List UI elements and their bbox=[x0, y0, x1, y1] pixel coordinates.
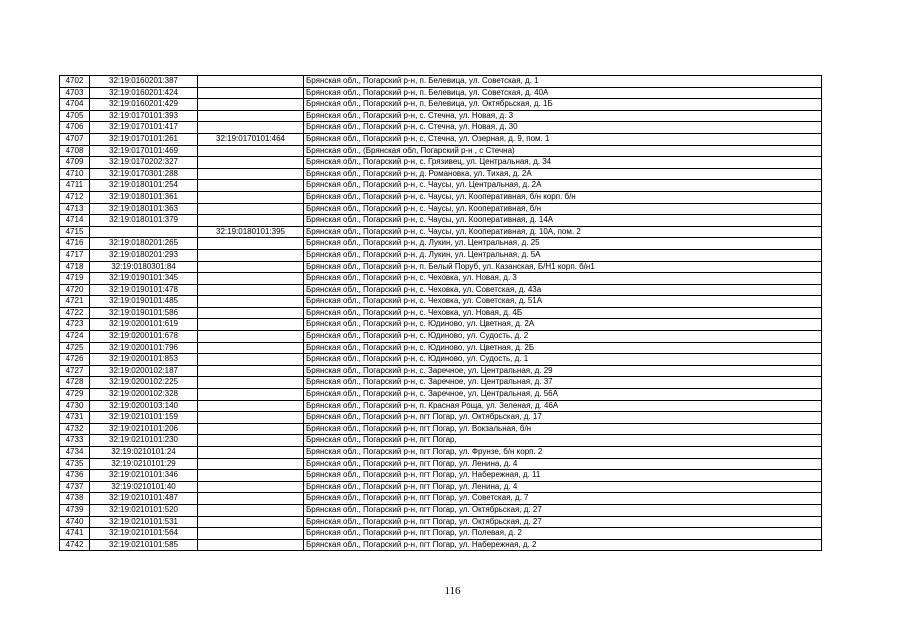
cadastral-number-cell: 32:19:0200101:853 bbox=[90, 354, 198, 366]
row-number-cell: 4732 bbox=[60, 423, 90, 435]
table-row bbox=[60, 249, 822, 261]
row-number-cell: 4742 bbox=[60, 539, 90, 551]
cadastral-number-cell: 32:19:0180101:363 bbox=[90, 203, 198, 215]
address-cell: Брянская обл., Погарский р-н, пгт Погар, ул. Вокзальная, б/н bbox=[304, 423, 822, 435]
row-number-cell: 4720 bbox=[60, 284, 90, 296]
row-number-cell: 4709 bbox=[60, 157, 90, 169]
related-cadastral-number-cell bbox=[198, 423, 304, 435]
row-number-cell: 4716 bbox=[60, 238, 90, 250]
cadastral-number-cell: 32:19:0190101:485 bbox=[90, 296, 198, 308]
address-cell: Брянская обл., Погарский р-н, с. Стечна, ул. Озерная, д. 9, пом. 1 bbox=[304, 133, 822, 145]
cadastral-number-cell: 32:19:0190101:478 bbox=[90, 284, 198, 296]
cadastral-number-cell: 32:19:0200101:678 bbox=[90, 331, 198, 343]
row-number-cell: 4737 bbox=[60, 481, 90, 493]
address-cell: Брянская обл., Погарский р-н, пгт Погар, ул. Октябрьская, д. 27 bbox=[304, 516, 822, 528]
address-cell: Брянская обл., Погарский р-н, с. Заречное, ул. Центральная, д. 29 bbox=[304, 365, 822, 377]
address-cell: Брянская обл., Погарский р-н, д. Лукин, ул. Центральная, д. 5А bbox=[304, 249, 822, 261]
related-cadastral-number-cell bbox=[198, 365, 304, 377]
row-number-cell: 4724 bbox=[60, 331, 90, 343]
cadastral-number-cell: 32:19:0210101:585 bbox=[90, 539, 198, 551]
related-cadastral-number-cell bbox=[198, 203, 304, 215]
table-row bbox=[60, 493, 822, 505]
row-number-cell: 4736 bbox=[60, 470, 90, 482]
table-row bbox=[60, 261, 822, 273]
cadastral-number-cell: 32:19:0210101:24 bbox=[90, 447, 198, 459]
row-number-cell: 4730 bbox=[60, 400, 90, 412]
cadastral-number-cell: 32:19:0190101:345 bbox=[90, 273, 198, 285]
cadastral-number-cell: 32:19:0210101:40 bbox=[90, 481, 198, 493]
cadastral-number-cell: 32:19:0200102:187 bbox=[90, 365, 198, 377]
related-cadastral-number-cell bbox=[198, 447, 304, 459]
cadastral-number-cell: 32:19:0200101:619 bbox=[90, 319, 198, 331]
related-cadastral-number-cell bbox=[198, 319, 304, 331]
related-cadastral-number-cell bbox=[198, 145, 304, 157]
address-cell: Брянская обл., Погарский р-н, с. Юдиново, ул. Судость, д. 1 bbox=[304, 354, 822, 366]
cadastral-number-cell: 32:19:0200102:328 bbox=[90, 389, 198, 401]
row-number-cell: 4706 bbox=[60, 122, 90, 134]
cadastral-number-cell: 32:19:0180101:361 bbox=[90, 191, 198, 203]
row-number-cell: 4711 bbox=[60, 180, 90, 192]
table-row bbox=[60, 226, 822, 238]
cadastral-number-cell: 32:19:0160201:387 bbox=[90, 76, 198, 88]
table-row bbox=[60, 354, 822, 366]
table-row bbox=[60, 215, 822, 227]
related-cadastral-number-cell bbox=[198, 249, 304, 261]
address-cell: Брянская обл., Погарский р-н, с. Заречное, ул. Центральная, д. 56А bbox=[304, 389, 822, 401]
cadastral-number-cell: 32:19:0210101:520 bbox=[90, 504, 198, 516]
address-cell: Брянская обл., Погарский р-н, с. Стечна, ул. Новая, д. 3 bbox=[304, 110, 822, 122]
table-row bbox=[60, 458, 822, 470]
row-number-cell: 4726 bbox=[60, 354, 90, 366]
related-cadastral-number-cell: 32:19:0180101:395 bbox=[198, 226, 304, 238]
related-cadastral-number-cell bbox=[198, 87, 304, 99]
table-row bbox=[60, 365, 822, 377]
row-number-cell: 4708 bbox=[60, 145, 90, 157]
related-cadastral-number-cell bbox=[198, 458, 304, 470]
related-cadastral-number-cell bbox=[198, 191, 304, 203]
related-cadastral-number-cell bbox=[198, 504, 304, 516]
table-row bbox=[60, 389, 822, 401]
table-row bbox=[60, 238, 822, 250]
cadastral-number-cell: 32:19:0210101:159 bbox=[90, 412, 198, 424]
row-number-cell: 4731 bbox=[60, 412, 90, 424]
row-number-cell: 4727 bbox=[60, 365, 90, 377]
table-row bbox=[60, 412, 822, 424]
address-cell: Брянская обл., Погарский р-н, с. Чаусы, ул. Центральная, д. 2А bbox=[304, 180, 822, 192]
cadastral-number-cell: 32:19:0170202:327 bbox=[90, 157, 198, 169]
related-cadastral-number-cell bbox=[198, 528, 304, 540]
cadastral-number-cell: 32:19:0180201:265 bbox=[90, 238, 198, 250]
table-row bbox=[60, 157, 822, 169]
page-number: 116 bbox=[444, 585, 461, 597]
address-cell: Брянская обл., Погарский р-н, п. Белевица, ул. Советская, д. 40А bbox=[304, 87, 822, 99]
address-cell: Брянская обл., Погарский р-н, с. Заречное, ул. Центральная, д. 37 bbox=[304, 377, 822, 389]
registry-table-body bbox=[60, 76, 822, 551]
cadastral-number-cell: 32:19:0170301:288 bbox=[90, 168, 198, 180]
address-cell: Брянская обл., Погарский р-н, с. Чаусы, ул. Кооперативная, д. 10А, пом. 2 bbox=[304, 226, 822, 238]
cadastral-number-cell: 32:19:0210101:206 bbox=[90, 423, 198, 435]
row-number-cell: 4713 bbox=[60, 203, 90, 215]
related-cadastral-number-cell bbox=[198, 539, 304, 551]
related-cadastral-number-cell bbox=[198, 122, 304, 134]
address-cell: Брянская обл., Погарский р-н, пгт Погар, ул. Октябрьская, д. 17 bbox=[304, 412, 822, 424]
cadastral-number-cell: 32:19:0210101:29 bbox=[90, 458, 198, 470]
row-number-cell: 4723 bbox=[60, 319, 90, 331]
table-row bbox=[60, 539, 822, 551]
cadastral-number-cell: 32:19:0200103:140 bbox=[90, 400, 198, 412]
address-cell: Брянская обл., Погарский р-н, п. Белый Поруб, ул. Казанская, Б/Н1 корп. б/н1 bbox=[304, 261, 822, 273]
table-row bbox=[60, 99, 822, 111]
table-row bbox=[60, 481, 822, 493]
address-cell: Брянская обл., (Брянская обл, Погарский р-н , с Стечна) bbox=[304, 145, 822, 157]
cadastral-number-cell: 32:19:0180301:84 bbox=[90, 261, 198, 273]
row-number-cell: 4738 bbox=[60, 493, 90, 505]
address-cell: Брянская обл., Погарский р-н, пгт Погар, ул. Набережная, д. 11 bbox=[304, 470, 822, 482]
table-row bbox=[60, 516, 822, 528]
row-number-cell: 4728 bbox=[60, 377, 90, 389]
row-number-cell: 4710 bbox=[60, 168, 90, 180]
table-row bbox=[60, 528, 822, 540]
table-row bbox=[60, 180, 822, 192]
related-cadastral-number-cell bbox=[198, 296, 304, 308]
table-row bbox=[60, 423, 822, 435]
row-number-cell: 4735 bbox=[60, 458, 90, 470]
related-cadastral-number-cell bbox=[198, 99, 304, 111]
related-cadastral-number-cell bbox=[198, 238, 304, 250]
related-cadastral-number-cell bbox=[198, 389, 304, 401]
address-cell: Брянская обл., Погарский р-н, с. Чеховка, ул. Советская, д. 43а bbox=[304, 284, 822, 296]
table-row bbox=[60, 203, 822, 215]
row-number-cell: 4721 bbox=[60, 296, 90, 308]
cadastral-number-cell: 32:19:0170101:417 bbox=[90, 122, 198, 134]
related-cadastral-number-cell: 32:19:0170101:464 bbox=[198, 133, 304, 145]
address-cell: Брянская обл., Погарский р-н, пгт Погар, ул. Фрунзе, б/н корп. 2 bbox=[304, 447, 822, 459]
address-cell: Брянская обл., Погарский р-н, с. Чаусы, ул. Кооперативная, б/н bbox=[304, 203, 822, 215]
related-cadastral-number-cell bbox=[198, 377, 304, 389]
related-cadastral-number-cell bbox=[198, 354, 304, 366]
cadastral-number-cell: 32:19:0180101:254 bbox=[90, 180, 198, 192]
address-cell: Брянская обл., Погарский р-н, п. Белевица, ул. Советская, д. 1 bbox=[304, 76, 822, 88]
row-number-cell: 4739 bbox=[60, 504, 90, 516]
address-cell: Брянская обл., Погарский р-н, пгт Погар, bbox=[304, 435, 822, 447]
row-number-cell: 4718 bbox=[60, 261, 90, 273]
related-cadastral-number-cell bbox=[198, 180, 304, 192]
row-number-cell: 4712 bbox=[60, 191, 90, 203]
table-row bbox=[60, 110, 822, 122]
related-cadastral-number-cell bbox=[198, 342, 304, 354]
cadastral-number-cell: 32:19:0210101:230 bbox=[90, 435, 198, 447]
table-row bbox=[60, 191, 822, 203]
address-cell: Брянская обл., Погарский р-н, с. Чаусы, ул. Кооперативная, д. 14А bbox=[304, 215, 822, 227]
table-row bbox=[60, 307, 822, 319]
address-cell: Брянская обл., Погарский р-н, д. Романовка, ул. Тихая, д. 2А bbox=[304, 168, 822, 180]
table-row bbox=[60, 76, 822, 88]
related-cadastral-number-cell bbox=[198, 76, 304, 88]
cadastral-number-cell: 32:19:0200102:225 bbox=[90, 377, 198, 389]
table-row bbox=[60, 435, 822, 447]
table-row bbox=[60, 273, 822, 285]
row-number-cell: 4722 bbox=[60, 307, 90, 319]
address-cell: Брянская обл., Погарский р-н, пгт Погар, ул. Октябрьская, д. 27 bbox=[304, 504, 822, 516]
cadastral-number-cell: 32:19:0190101:586 bbox=[90, 307, 198, 319]
address-cell: Брянская обл., Погарский р-н, пгт Погар, ул. Набережная, д. 2 bbox=[304, 539, 822, 551]
table-row bbox=[60, 296, 822, 308]
table-row bbox=[60, 168, 822, 180]
cadastral-number-cell: 32:19:0210101:531 bbox=[90, 516, 198, 528]
address-cell: Брянская обл., Погарский р-н, п. Красная Роща, ул. Зеленая, д. 46А bbox=[304, 400, 822, 412]
related-cadastral-number-cell bbox=[198, 516, 304, 528]
related-cadastral-number-cell bbox=[198, 412, 304, 424]
cadastral-number-cell: 32:19:0160201:429 bbox=[90, 99, 198, 111]
address-cell: Брянская обл., Погарский р-н, пгт Погар, ул. Ленина, д. 4 bbox=[304, 458, 822, 470]
related-cadastral-number-cell bbox=[198, 157, 304, 169]
row-number-cell: 4717 bbox=[60, 249, 90, 261]
address-cell: Брянская обл., Погарский р-н, д. Лукин, ул. Центральная, д. 25 bbox=[304, 238, 822, 250]
row-number-cell: 4703 bbox=[60, 87, 90, 99]
row-number-cell: 4740 bbox=[60, 516, 90, 528]
address-cell: Брянская обл., Погарский р-н, с. Юдиново, ул. Судость, д. 2 bbox=[304, 331, 822, 343]
cadastral-number-cell: 32:19:0210101:487 bbox=[90, 493, 198, 505]
row-number-cell: 4707 bbox=[60, 133, 90, 145]
table-row bbox=[60, 504, 822, 516]
table-row bbox=[60, 145, 822, 157]
table-row bbox=[60, 87, 822, 99]
address-cell: Брянская обл., Погарский р-н, с. Юдиново, ул. Цветная, д. 2Б bbox=[304, 342, 822, 354]
related-cadastral-number-cell bbox=[198, 331, 304, 343]
table-row bbox=[60, 447, 822, 459]
address-cell: Брянская обл., Погарский р-н, с. Чеховка, ул. Новая, д. 3 bbox=[304, 273, 822, 285]
cadastral-number-cell: 32:19:0160201:424 bbox=[90, 87, 198, 99]
table-row bbox=[60, 133, 822, 145]
row-number-cell: 4719 bbox=[60, 273, 90, 285]
cadastral-number-cell: 32:19:0170101:469 bbox=[90, 145, 198, 157]
row-number-cell: 4715 bbox=[60, 226, 90, 238]
related-cadastral-number-cell bbox=[198, 215, 304, 227]
related-cadastral-number-cell bbox=[198, 470, 304, 482]
address-cell: Брянская обл., Погарский р-н, пгт Погар, ул. Ленина, д. 4 bbox=[304, 481, 822, 493]
related-cadastral-number-cell bbox=[198, 435, 304, 447]
table-row bbox=[60, 284, 822, 296]
row-number-cell: 4729 bbox=[60, 389, 90, 401]
table-row bbox=[60, 331, 822, 343]
address-cell: Брянская обл., Погарский р-н, с. Стечна, ул. Новая, д. 30 bbox=[304, 122, 822, 134]
cadastral-number-cell: 32:19:0210101:346 bbox=[90, 470, 198, 482]
related-cadastral-number-cell bbox=[198, 307, 304, 319]
cadastral-number-cell bbox=[90, 226, 198, 238]
cadastral-number-cell: 32:19:0170101:261 bbox=[90, 133, 198, 145]
row-number-cell: 4725 bbox=[60, 342, 90, 354]
address-cell: Брянская обл., Погарский р-н, пгт Погар, ул. Полевая, д. 2 bbox=[304, 528, 822, 540]
related-cadastral-number-cell bbox=[198, 110, 304, 122]
related-cadastral-number-cell bbox=[198, 400, 304, 412]
related-cadastral-number-cell bbox=[198, 261, 304, 273]
table-row bbox=[60, 122, 822, 134]
row-number-cell: 4704 bbox=[60, 99, 90, 111]
row-number-cell: 4714 bbox=[60, 215, 90, 227]
cadastral-number-cell: 32:19:0180201:293 bbox=[90, 249, 198, 261]
address-cell: Брянская обл., Погарский р-н, с. Грязивец, ул. Центральная, д. 34 bbox=[304, 157, 822, 169]
cadastral-number-cell: 32:19:0180101:379 bbox=[90, 215, 198, 227]
address-cell: Брянская обл., Погарский р-н, с. Чеховка, ул. Новая, д. 4Б bbox=[304, 307, 822, 319]
address-cell: Брянская обл., Погарский р-н, с. Юдиново, ул. Цветная, д. 2А bbox=[304, 319, 822, 331]
row-number-cell: 4702 bbox=[60, 76, 90, 88]
registry-table bbox=[59, 75, 822, 551]
table-row bbox=[60, 400, 822, 412]
table-row bbox=[60, 470, 822, 482]
address-cell: Брянская обл., Погарский р-н, п. Белевица, ул. Октябрьская, д. 1Б bbox=[304, 99, 822, 111]
related-cadastral-number-cell bbox=[198, 481, 304, 493]
row-number-cell: 4741 bbox=[60, 528, 90, 540]
row-number-cell: 4705 bbox=[60, 110, 90, 122]
table-row bbox=[60, 319, 822, 331]
table-row bbox=[60, 377, 822, 389]
row-number-cell: 4734 bbox=[60, 447, 90, 459]
address-cell: Брянская обл., Погарский р-н, с. Чеховка, ул. Советская, д. 51А bbox=[304, 296, 822, 308]
related-cadastral-number-cell bbox=[198, 493, 304, 505]
cadastral-number-cell: 32:19:0200101:796 bbox=[90, 342, 198, 354]
related-cadastral-number-cell bbox=[198, 284, 304, 296]
cadastral-number-cell: 32:19:0170101:393 bbox=[90, 110, 198, 122]
cadastral-number-cell: 32:19:0210101:564 bbox=[90, 528, 198, 540]
table-row bbox=[60, 342, 822, 354]
related-cadastral-number-cell bbox=[198, 168, 304, 180]
related-cadastral-number-cell bbox=[198, 273, 304, 285]
address-cell: Брянская обл., Погарский р-н, с. Чаусы, ул. Кооперативная, б/н корп. б/н bbox=[304, 191, 822, 203]
address-cell: Брянская обл., Погарский р-н, пгт Погар, ул. Советская, д. 7 bbox=[304, 493, 822, 505]
row-number-cell: 4733 bbox=[60, 435, 90, 447]
